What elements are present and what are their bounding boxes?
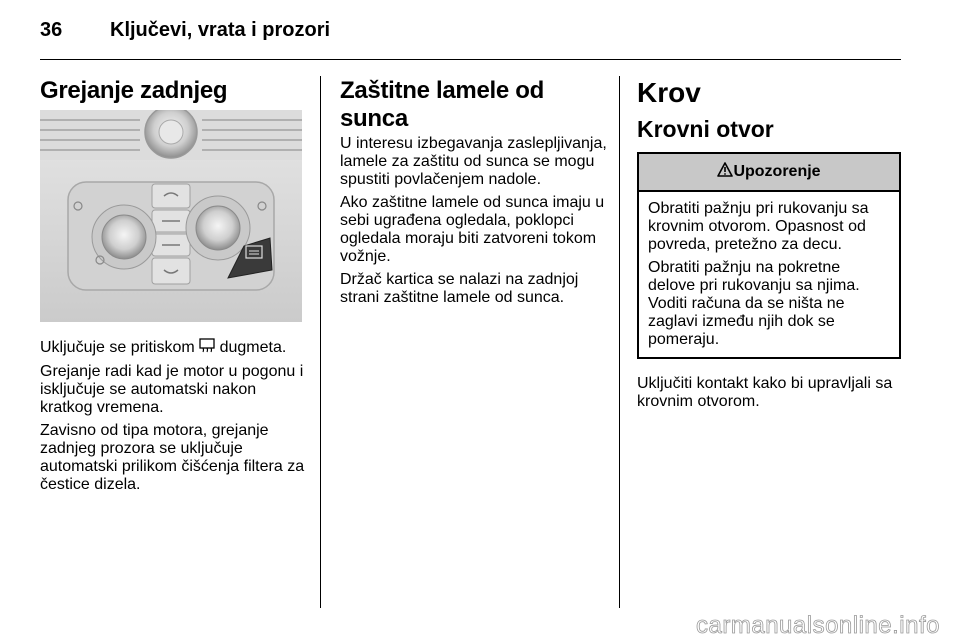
middle-paragraph-2: Ako zaštitne lamele od sunca imaju u sebi ugrađena ogledala, poklopci ogledala moraju biti zatvoreni tokom vožnje. [340, 194, 605, 265]
warning-paragraph-2: Obratiti pažnju na pokretne delove pri rukovanju sa njima. Voditi računa da se ništa ne zaglavi između njih dok se pomeraju. [648, 259, 860, 348]
section-title: Ključevi, vrata i prozori [110, 19, 331, 41]
warning-body [639, 192, 899, 357]
column-divider-left [320, 76, 321, 608]
left-paragraph-2: Grejanje radi kad je motor u pogonu i isključuje se automatski nakon kratkog vremena. [40, 363, 304, 416]
middle-column [340, 77, 608, 312]
middle-paragraph-1: U interesu izbegavanja zaslepljivanja, lamele za zaštitu od sunca se mogu spustiti povlačenjem nadole. [340, 135, 607, 188]
right-heading: Krov [637, 77, 701, 108]
header-divider [40, 59, 901, 60]
middle-paragraph-3: Držač kartica se nalazi na zadnjoj strani zaštitne lamele od sunca. [340, 271, 579, 306]
left-p1-before: Uključuje se pritiskom [40, 339, 200, 356]
right-paragraph-1: Uključiti kontakt kako bi upravljali sa krovnim otvorom. [637, 375, 893, 410]
left-paragraph-1 [40, 338, 308, 358]
warning-paragraph-1: Obratiti pažnju pri rukovanju sa krovnim otvorom. Opasnost od povreda, pretežno za decu. [648, 200, 869, 253]
climate-control-panel-image [40, 110, 302, 322]
right-subheading: Krovni otvor [637, 116, 774, 142]
column-divider-right [619, 76, 620, 608]
watermark: carmanualsonline.info [696, 612, 940, 639]
middle-heading: Zaštitne lamele od sunca [340, 77, 544, 132]
warning-title: Upozorenje [733, 163, 821, 180]
left-p1-after: dugmeta. [215, 339, 287, 356]
warning-header [639, 154, 899, 192]
page-number: 36 [40, 19, 63, 41]
rear-window-heater-icon [199, 338, 215, 358]
right-column [637, 77, 901, 416]
warning-triangle-icon [717, 162, 733, 182]
warning-box [637, 152, 901, 359]
left-body [40, 338, 308, 499]
left-paragraph-3: Zavisno od tipa motora, grejanje zadnjeg prozora se uključuje automatski prilikom čišćenja filtera za čestice dizela. [40, 422, 305, 493]
left-heading: Grejanje zadnjeg [40, 77, 228, 104]
